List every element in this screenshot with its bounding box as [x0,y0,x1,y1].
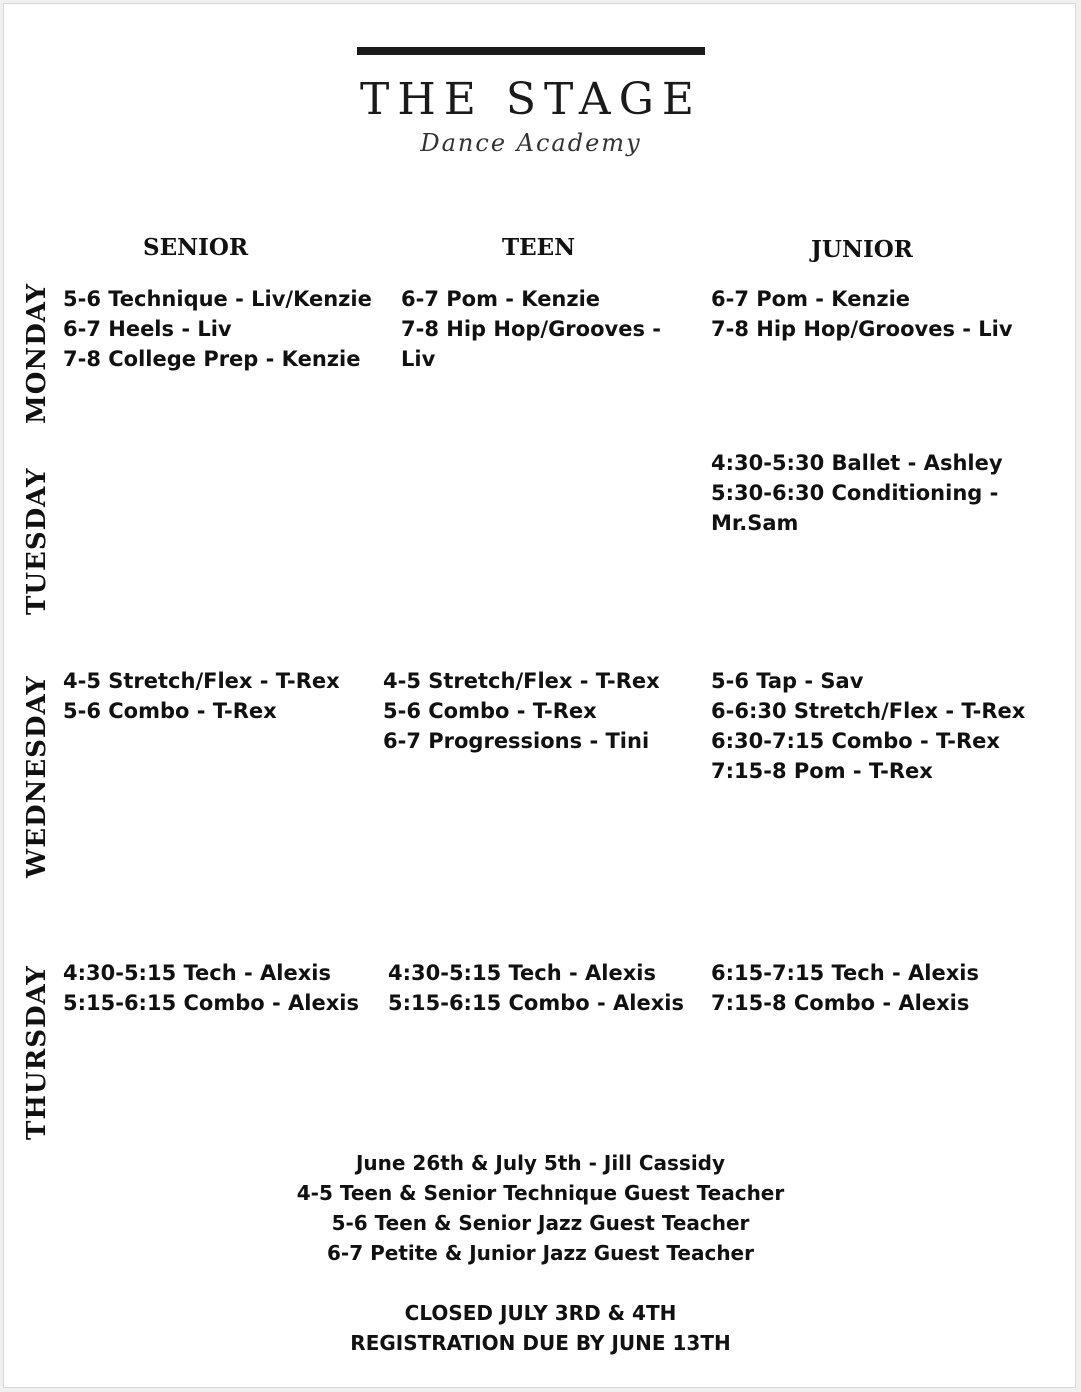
class-entry: 7-8 Hip Hop/Grooves - Liv [711,317,1013,341]
note-line: REGISTRATION DUE BY JUNE 13TH [350,1331,731,1355]
wednesday-teen-classes [383,666,660,756]
note-line: 4-5 Teen & Senior Technique Guest Teacher [296,1181,785,1205]
wednesday-senior-classes [63,666,340,726]
day-label-wednesday: WEDNESDAY [22,675,52,878]
class-entry: 7:15-8 Pom - T-Rex [711,759,933,783]
class-entry: 7-8 College Prep - Kenzie [63,347,361,371]
day-label-thursday: THURSDAY [22,965,52,1140]
note-line: 5-6 Teen & Senior Jazz Guest Teacher [331,1211,750,1235]
class-entry: 6-7 Pom - Kenzie [401,287,601,311]
tuesday-junior-classes [711,448,1021,538]
class-entry: 6:30-7:15 Combo - T-Rex [711,729,1000,753]
class-entry: 5:15-6:15 Combo - Alexis [388,991,684,1015]
logo-subtitle: Dance Academy [420,129,642,157]
class-entry: 5-6 Combo - T-Rex [63,699,277,723]
guest-teacher-notes [4,1148,1077,1268]
class-entry: 7-8 Hip Hop/Grooves - Liv [401,317,661,371]
monday-senior-classes [63,284,372,374]
logo-title: THE STAGE [360,74,702,125]
class-entry: 5:30-6:30 Conditioning - Mr.Sam [711,481,999,535]
class-entry: 4-5 Stretch/Flex - T-Rex [383,669,660,693]
class-entry: 6:15-7:15 Tech - Alexis [711,961,979,985]
monday-teen-classes [401,284,691,374]
class-entry: 6-7 Progressions - Tini [383,729,650,753]
class-entry: 7:15-8 Combo - Alexis [711,991,970,1015]
class-entry: 5:15-6:15 Combo - Alexis [63,991,359,1015]
thursday-junior-classes [711,958,979,1018]
logo-bar [357,47,705,55]
note-line: CLOSED JULY 3RD & 4TH [404,1301,677,1325]
class-entry: 5-6 Combo - T-Rex [383,699,597,723]
column-header-junior: JUNIOR [811,236,913,263]
day-label-monday: MONDAY [22,282,52,424]
note-line: 6-7 Petite & Junior Jazz Guest Teacher [327,1241,754,1265]
class-entry: 4:30-5:30 Ballet - Ashley [711,451,1003,475]
closing-notes [4,1298,1077,1358]
class-entry: 6-6:30 Stretch/Flex - T-Rex [711,699,1026,723]
class-entry: 6-7 Heels - Liv [63,317,232,341]
note-line: June 26th & July 5th - Jill Cassidy [355,1151,726,1175]
thursday-teen-classes [388,958,684,1018]
monday-junior-classes [711,284,1013,344]
class-entry: 6-7 Pom - Kenzie [711,287,911,311]
class-entry: 5-6 Technique - Liv/Kenzie [63,287,372,311]
class-entry: 4:30-5:15 Tech - Alexis [63,961,331,985]
thursday-senior-classes [63,958,359,1018]
class-entry: 4-5 Stretch/Flex - T-Rex [63,669,340,693]
wednesday-junior-classes [711,666,1025,786]
column-header-senior: SENIOR [143,234,249,261]
class-entry: 4:30-5:15 Tech - Alexis [388,961,656,985]
schedule-page [3,3,1076,1388]
day-label-tuesday: TUESDAY [22,467,52,615]
class-entry: 5-6 Tap - Sav [711,669,864,693]
column-header-teen: TEEN [502,234,576,261]
